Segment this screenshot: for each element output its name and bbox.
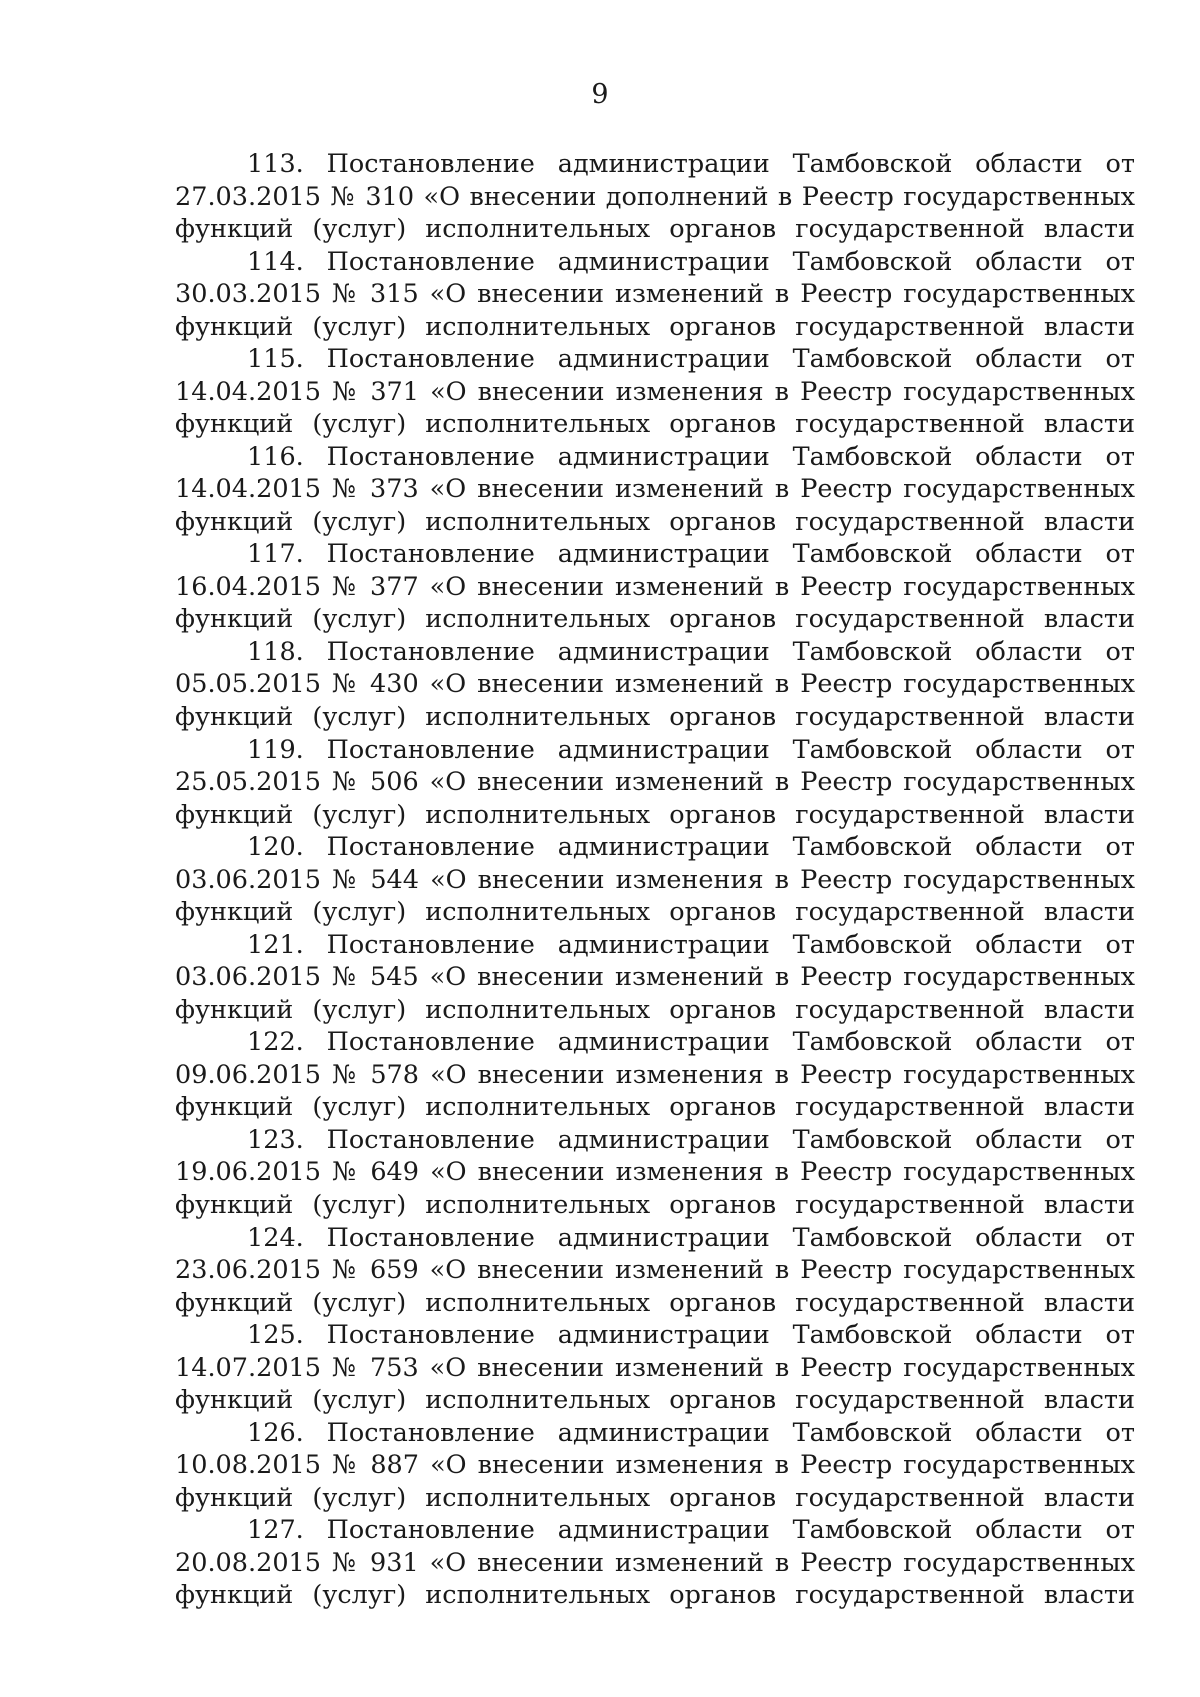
list-item: 123. Постановление администрации Тамбовской области от 19.06.2015 № 649 «О внесении изменения в Реестр государственных функций (услуг) исполнительных органов государственной власти — [175, 1124, 1135, 1220]
list-item: 119. Постановление администрации Тамбовской области от 25.05.2015 № 506 «О внесении изменений в Реестр государственных функций (услуг) исполнительных органов государственной власти — [175, 734, 1135, 830]
list-item: 121. Постановление администрации Тамбовской области от 03.06.2015 № 545 «О внесении изменений в Реестр государственных функций (услуг) исполнительных органов государственной власти — [175, 929, 1135, 1025]
list-item: 116. Постановление администрации Тамбовской области от 14.04.2015 № 373 «О внесении изменений в Реестр государственных функций (услуг) исполнительных органов государственной власти — [175, 441, 1135, 537]
list-item: 124. Постановление администрации Тамбовской области от 23.06.2015 № 659 «О внесении изменений в Реестр государственных функций (услуг) исполнительных органов государственной власти — [175, 1222, 1135, 1318]
document-body — [175, 148, 1135, 1612]
list-item: 115. Постановление администрации Тамбовской области от 14.04.2015 № 371 «О внесении изменения в Реестр государственных функций (услуг) исполнительных органов государственной власти — [175, 344, 1135, 440]
page-number: 9 — [591, 79, 609, 110]
list-item: 126. Постановление администрации Тамбовской области от 10.08.2015 № 887 «О внесении изменения в Реестр государственных функций (услуг) исполнительных органов государственной власти — [175, 1417, 1135, 1513]
list-item: 114. Постановление администрации Тамбовской области от 30.03.2015 № 315 «О внесении изменений в Реестр государственных функций (услуг) исполнительных органов государственной власти — [175, 246, 1135, 342]
list-item: 125. Постановление администрации Тамбовской области от 14.07.2015 № 753 «О внесении изменений в Реестр государственных функций (услуг) исполнительных органов государственной власти — [175, 1320, 1135, 1416]
list-item: 113. Постановление администрации Тамбовской области от 27.03.2015 № 310 «О внесении дополнений в Реестр государственных функций (услуг) исполнительных органов государственной власти — [175, 149, 1135, 244]
list-item: 118. Постановление администрации Тамбовской области от 05.05.2015 № 430 «О внесении изменений в Реестр государственных функций (услуг) исполнительных органов государственной власти — [175, 636, 1135, 732]
list-item: 127. Постановление администрации Тамбовской области от 20.08.2015 № 931 «О внесении изменений в Реестр государственных функций (услуг) исполнительных органов государственной власти — [175, 1515, 1135, 1611]
list-item: 120. Постановление администрации Тамбовской области от 03.06.2015 № 544 «О внесении изменения в Реестр государственных функций (услуг) исполнительных органов государственной власти — [175, 832, 1135, 928]
list-item: 122. Постановление администрации Тамбовской области от 09.06.2015 № 578 «О внесении изменения в Реестр государственных функций (услуг) исполнительных органов государственной власти — [175, 1027, 1135, 1123]
list-item: 117. Постановление администрации Тамбовской области от 16.04.2015 № 377 «О внесении изменений в Реестр государственных функций (услуг) исполнительных органов государственной власти — [175, 539, 1135, 635]
